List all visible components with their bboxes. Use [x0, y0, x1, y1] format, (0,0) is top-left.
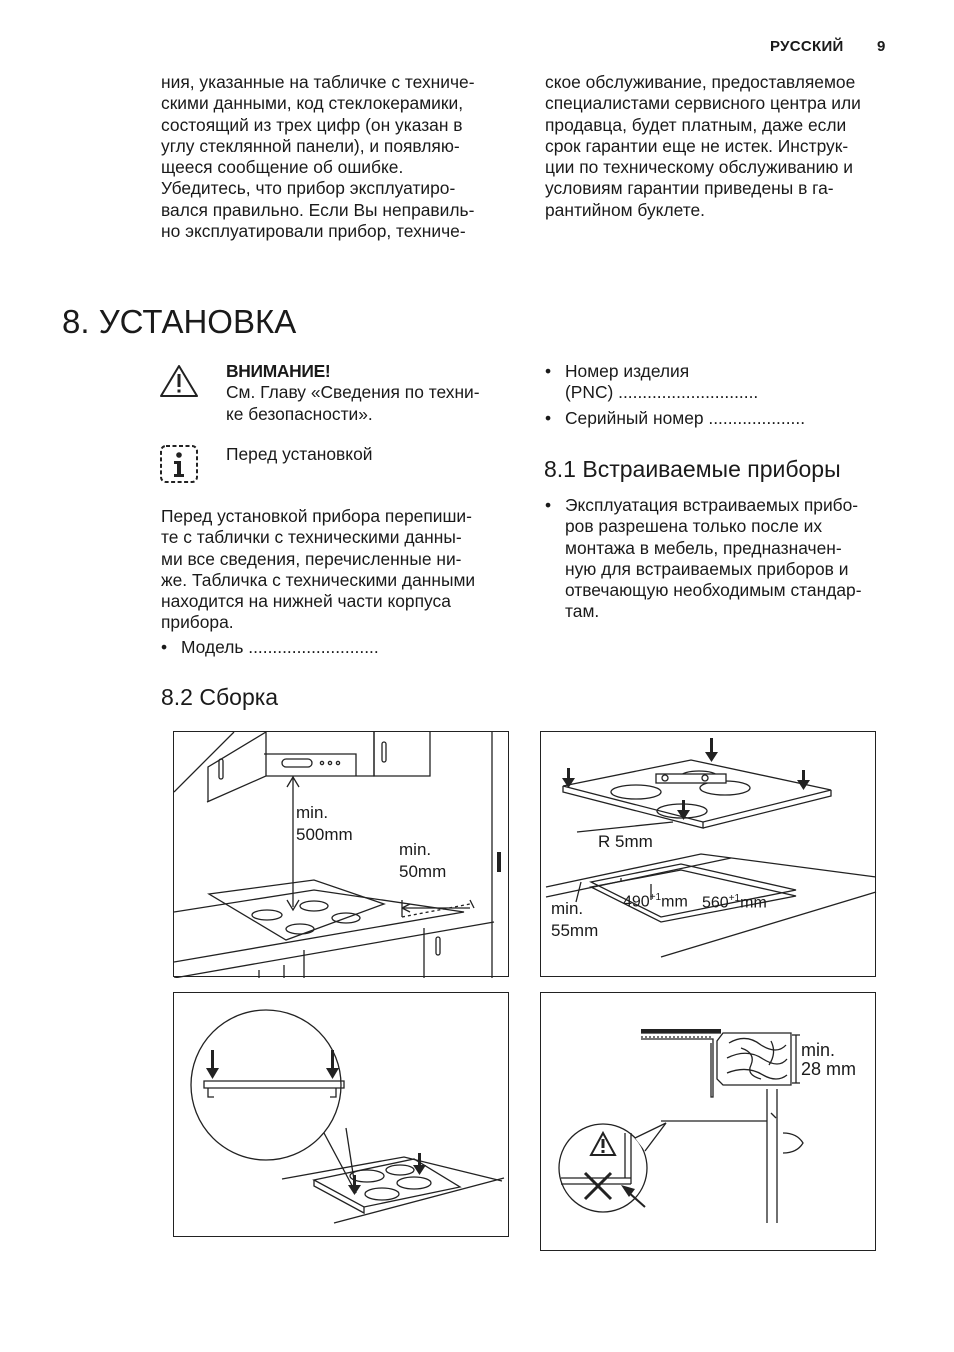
bullet-dot: •: [545, 361, 552, 381]
bullet-text: Модель ...........................: [181, 637, 379, 657]
subsection-8-2-heading: [161, 682, 278, 712]
worktop-drawing: [541, 993, 877, 1252]
section-number: 8.: [62, 303, 90, 340]
intro-left-line: ния, указанные на табличке с техниче-: [161, 72, 475, 92]
intro-right-line: срок гарантии еще не истек. Инструк-: [545, 135, 849, 156]
cutout-min-label: min.: [551, 899, 584, 918]
clearance-min-label-2: min.: [399, 840, 432, 859]
cutout-width-560: [702, 889, 767, 913]
header-language: РУССКИЙ: [770, 38, 844, 55]
subsection-8-1-bullet: [545, 495, 905, 623]
clearance-min-label: min.: [296, 803, 329, 822]
intro-left-line: щееся сообщение об ошибке.: [161, 157, 404, 178]
clearance-50mm: 50mm: [399, 862, 447, 881]
subsection-8-2-title: Сборка: [199, 684, 279, 710]
worktop-28mm: 28 mm: [801, 1059, 857, 1079]
bullet-text-line: Номер изделия: [565, 361, 690, 381]
width-490-unit: mm: [661, 893, 688, 911]
info-icon: [159, 444, 199, 489]
info-text: Перед установкой: [226, 444, 373, 464]
press-fit-drawing: [174, 993, 510, 1238]
install-paragraph: [161, 506, 521, 634]
subsection-8-1-line: монтажа в мебель, предназначен-: [565, 537, 842, 558]
install-paragraph-line: же. Табличка с техническими данными: [161, 569, 476, 590]
worktop-min-label: min.: [801, 1040, 836, 1060]
subsection-8-2-number: 8.2: [161, 684, 193, 710]
intro-left-line: но эксплуатировали прибор, техниче-: [161, 221, 466, 242]
bullet-text-line: (PNC) .............................: [565, 382, 759, 403]
section-title: УСТАНОВКА: [98, 303, 297, 340]
intro-left-line: углу стеклянной панели), и появляю-: [161, 135, 460, 156]
bullet-text: [565, 408, 805, 429]
intro-left-line: скими данными, код стеклокерамики,: [161, 93, 464, 114]
figure-clearances: [173, 731, 509, 977]
intro-right-column: [545, 72, 905, 221]
bullet-dot: •: [545, 407, 552, 428]
intro-right-line: рантийном буклете.: [545, 199, 705, 220]
figure-press-fit: [173, 992, 509, 1237]
width-560-value: 560: [702, 894, 729, 912]
intro-right-line: ское обслуживание, предоставляемое: [545, 72, 856, 92]
bullet-item: [545, 361, 905, 404]
clearance-500mm: 500mm: [296, 825, 353, 844]
bullet-dot: •: [161, 637, 168, 657]
intro-right-line: специалистами сервисного центра или: [545, 93, 861, 114]
width-560-unit: mm: [740, 894, 767, 912]
intro-right-line: ции по техническому обслуживанию и: [545, 157, 853, 178]
subsection-8-1-line: там.: [565, 601, 600, 622]
header-page-number: 9: [877, 38, 886, 55]
width-490-value: 490: [623, 893, 650, 911]
cutout-drawing: [541, 732, 877, 978]
install-paragraph-line: прибора.: [161, 612, 234, 633]
warning-title: ВНИМАНИЕ!: [226, 361, 331, 381]
right-bullet-list: [545, 361, 905, 433]
subsection-8-1-line: ную для встраиваемых приборов и: [565, 558, 849, 579]
left-bullet-list: [161, 637, 521, 658]
warning-text-line: См. Главу «Сведения по техни-: [226, 382, 480, 403]
subsection-8-1-line: Эксплуатация встраиваемых прибо-: [565, 495, 859, 515]
intro-left-column: [161, 72, 521, 242]
cutout-radius: R 5mm: [598, 832, 653, 851]
intro-left-line: вался правильно. Если Вы неправиль-: [161, 199, 475, 220]
section-heading: [62, 300, 296, 344]
bullet-dot: •: [545, 495, 552, 515]
width-560-tolerance: +1: [728, 893, 741, 904]
figure-cutout: [540, 731, 876, 977]
install-paragraph-line: Перед установкой прибора перепиши-: [161, 506, 472, 526]
bullet-text-line: Серийный номер ....................: [565, 407, 806, 428]
subsection-8-1-heading: [544, 454, 841, 484]
warning-text-line: ке безопасности».: [226, 403, 373, 424]
warning-block: [226, 361, 526, 425]
install-paragraph-line: те с таблички с техническими данны-: [161, 527, 462, 548]
intro-right-line: продавца, будет платным, даже если: [545, 114, 847, 135]
cutout-55mm: 55mm: [551, 921, 599, 940]
subsection-8-1-title: Встраиваемые приборы: [582, 456, 841, 482]
subsection-8-1-line: отвечающую необходимым стандар-: [565, 580, 862, 601]
warning-icon: [159, 364, 199, 403]
intro-left-line: состоящий из трех цифр (он указан в: [161, 114, 463, 135]
bullet-text: [565, 361, 758, 404]
cutout-width-490: [623, 888, 688, 912]
subsection-8-1-number: 8.1: [544, 456, 576, 482]
subsection-8-1-text: [565, 495, 862, 623]
warning-text: [226, 382, 526, 425]
bullet-item: [161, 637, 521, 658]
intro-left-line: Убедитесь, что прибор эксплуатиро-: [161, 178, 456, 199]
figure-worktop: [540, 992, 876, 1251]
width-490-tolerance: +1: [649, 892, 662, 903]
bullet-item: [545, 408, 905, 429]
install-paragraph-line: находится на нижней части корпуса: [161, 591, 451, 612]
subsection-8-1-line: ров разрешена только после их: [565, 516, 823, 537]
install-paragraph-line: ми все сведения, перечисленные ни-: [161, 548, 462, 569]
intro-right-line: условиям гарантии приведены в га-: [545, 178, 834, 199]
clearances-drawing: [174, 732, 510, 978]
